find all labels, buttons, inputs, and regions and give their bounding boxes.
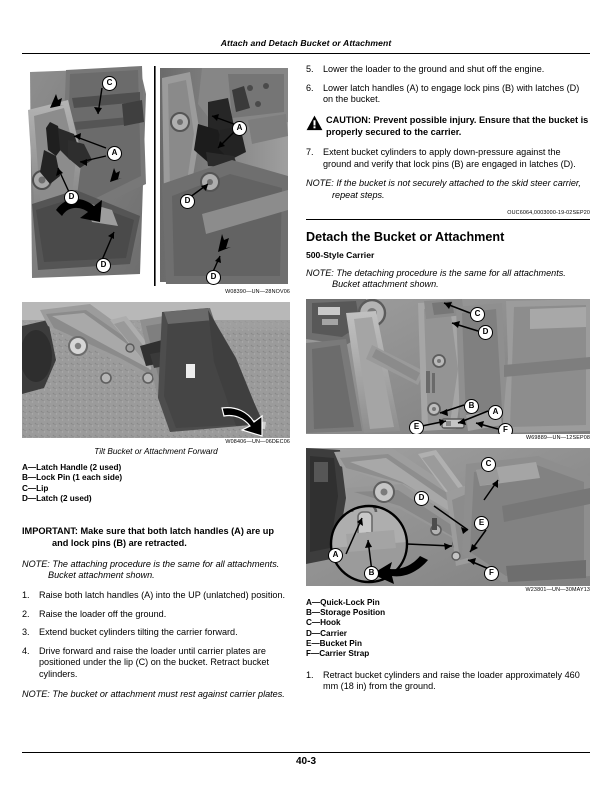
step-text: Extend bucket cylinders tilting the carrier forward. <box>39 627 238 638</box>
step-number: 6. <box>306 82 314 93</box>
sub-heading: 500-Style Carrier <box>306 249 375 260</box>
step-text: Extent bucket cylinders to apply down-pressure against the ground and verify that lock pins (B) are engaged in latches (D). <box>323 147 576 169</box>
step-text: Drive forward and raise the loader until carrier plates are positioned under the lip (C) on the bucket. Retract bucket cylinders. <box>39 645 269 679</box>
step-number: 4. <box>22 645 30 656</box>
step-text: Lower the loader to the ground and shut off the engine. <box>323 64 545 74</box>
running-head: Attach and Detach Bucket or Attachment <box>220 38 392 48</box>
step-number: 1. <box>22 589 30 600</box>
step-number: 7. <box>306 147 314 158</box>
figure-quick-lock-pin <box>306 448 590 594</box>
figure-1-code: W08390—UN—28NOV06 <box>225 289 290 295</box>
legend-item: C—Hook <box>306 618 341 628</box>
list-item <box>22 646 290 681</box>
callout-c-fig3: C <box>470 307 485 322</box>
step-number: 5. <box>306 64 314 74</box>
callout-f-fig3: F <box>498 423 513 434</box>
legend-item: A—Quick-Lock Pin <box>306 597 380 607</box>
callout-a-fig3: A <box>488 405 503 420</box>
callout-d-right-upper: D <box>180 194 195 209</box>
legend-item: A—Latch Handle (2 used) <box>22 463 122 472</box>
header-rule <box>22 53 590 54</box>
callout-d-fig4: D <box>414 491 429 506</box>
note-rest-against-carrier-plates: NOTE: The bucket or attachment must rest against carrier plates. <box>22 688 285 699</box>
callout-e-fig4: E <box>474 516 489 531</box>
reference-code: OUC6064,0003000-19-02SEP20 <box>507 209 590 216</box>
legend-item: B—Storage Position <box>306 608 386 618</box>
list-item <box>306 64 590 76</box>
callout-d-left-upper: D <box>64 190 79 205</box>
note-attaching-procedure: NOTE: The attaching procedure is the same for all attachments. Bucket attachment shown. <box>22 558 280 581</box>
callout-d-right-lower: D <box>206 270 221 285</box>
right-column <box>306 64 590 701</box>
list-item <box>306 83 590 106</box>
figure-1-image <box>22 64 290 288</box>
attach-steps-list <box>22 590 290 681</box>
figure-4-code: W23801—UN—30MAY13 <box>525 586 590 593</box>
left-column <box>22 64 290 708</box>
figure-3-code: W69889—UN—12SEP08 <box>526 434 590 441</box>
warning-triangle-icon <box>306 115 323 131</box>
detach-steps-list <box>306 670 590 693</box>
list-item <box>306 147 590 170</box>
step-number: 3. <box>22 627 30 638</box>
figure-attach-latch-detail <box>22 64 290 296</box>
legend-attach <box>22 463 290 504</box>
step-text: Lower latch handles (A) to engage lock pins (B) with latches (D) on the bucket. <box>323 82 580 105</box>
legend-item: C—Lip <box>22 483 49 493</box>
note-not-securely-attached: NOTE: If the bucket is not securely attached to the skid steer carrier, repeat steps. <box>306 178 581 200</box>
step-number: 2. <box>22 608 30 619</box>
page-title: Detach the Bucket or Attachment <box>306 229 505 244</box>
important-notice: IMPORTANT: Make sure that both latch handles (A) are up and lock pins (B) are retracted. <box>22 526 274 548</box>
list-item <box>22 609 290 621</box>
figure-3-image <box>306 299 590 434</box>
callout-a-right: A <box>232 121 247 136</box>
legend-item: B—Lock Pin (1 each side) <box>22 473 123 483</box>
legend-detach <box>306 598 590 660</box>
figure-2-code: W08406—UN—06DEC06 <box>225 439 290 445</box>
step-text: Raise both latch handles (A) into the UP (unlatched) position. <box>39 589 286 600</box>
list-item <box>22 627 290 639</box>
legend-item: D—Carrier <box>306 628 347 638</box>
step-text: Retract bucket cylinders and raise the loader approximately 460 mm (18 in) from the ground. <box>323 669 580 692</box>
figure-2-image <box>22 302 290 438</box>
list-item <box>22 590 290 602</box>
callout-b-fig4: B <box>364 566 379 581</box>
callout-d-left-lower: D <box>96 258 111 273</box>
page-number: 40-3 <box>295 756 316 767</box>
legend-item: D—Latch (2 used) <box>22 493 92 503</box>
callout-a-left: A <box>107 146 122 161</box>
callout-e-fig3: E <box>409 420 424 434</box>
list-item <box>306 670 590 693</box>
callout-c-fig4: C <box>481 457 496 472</box>
legend-item: E—Bucket Pin <box>306 638 362 648</box>
legend-item: F—Carrier Strap <box>306 649 370 659</box>
callout-a-fig4: A <box>328 548 343 563</box>
section-divider-rule <box>306 219 590 220</box>
figure-tilt-bucket-forward <box>22 302 290 457</box>
caution-text: CAUTION: Prevent possible injury. Ensure that the bucket is properly secured to the carrier. <box>326 114 589 137</box>
caution-block <box>306 114 590 138</box>
step-number: 1. <box>306 669 314 680</box>
note-detaching-procedure: NOTE: The detaching procedure is the same for all attachments. Bucket attachment shown. <box>306 267 566 290</box>
figure-2-caption: Tilt Bucket or Attachment Forward <box>94 447 218 456</box>
figure-carrier-detail <box>306 299 590 442</box>
callout-c-left: C <box>102 76 117 91</box>
attach-steps-continued <box>306 64 590 106</box>
callout-d-fig3: D <box>478 325 493 340</box>
footer-rule <box>22 752 590 753</box>
figure-4-image <box>306 448 590 586</box>
step-text: Raise the loader off the ground. <box>39 608 167 619</box>
callout-f-fig4: F <box>484 566 499 581</box>
attach-steps-after-caution <box>306 147 590 170</box>
callout-b-fig3: B <box>464 399 479 414</box>
